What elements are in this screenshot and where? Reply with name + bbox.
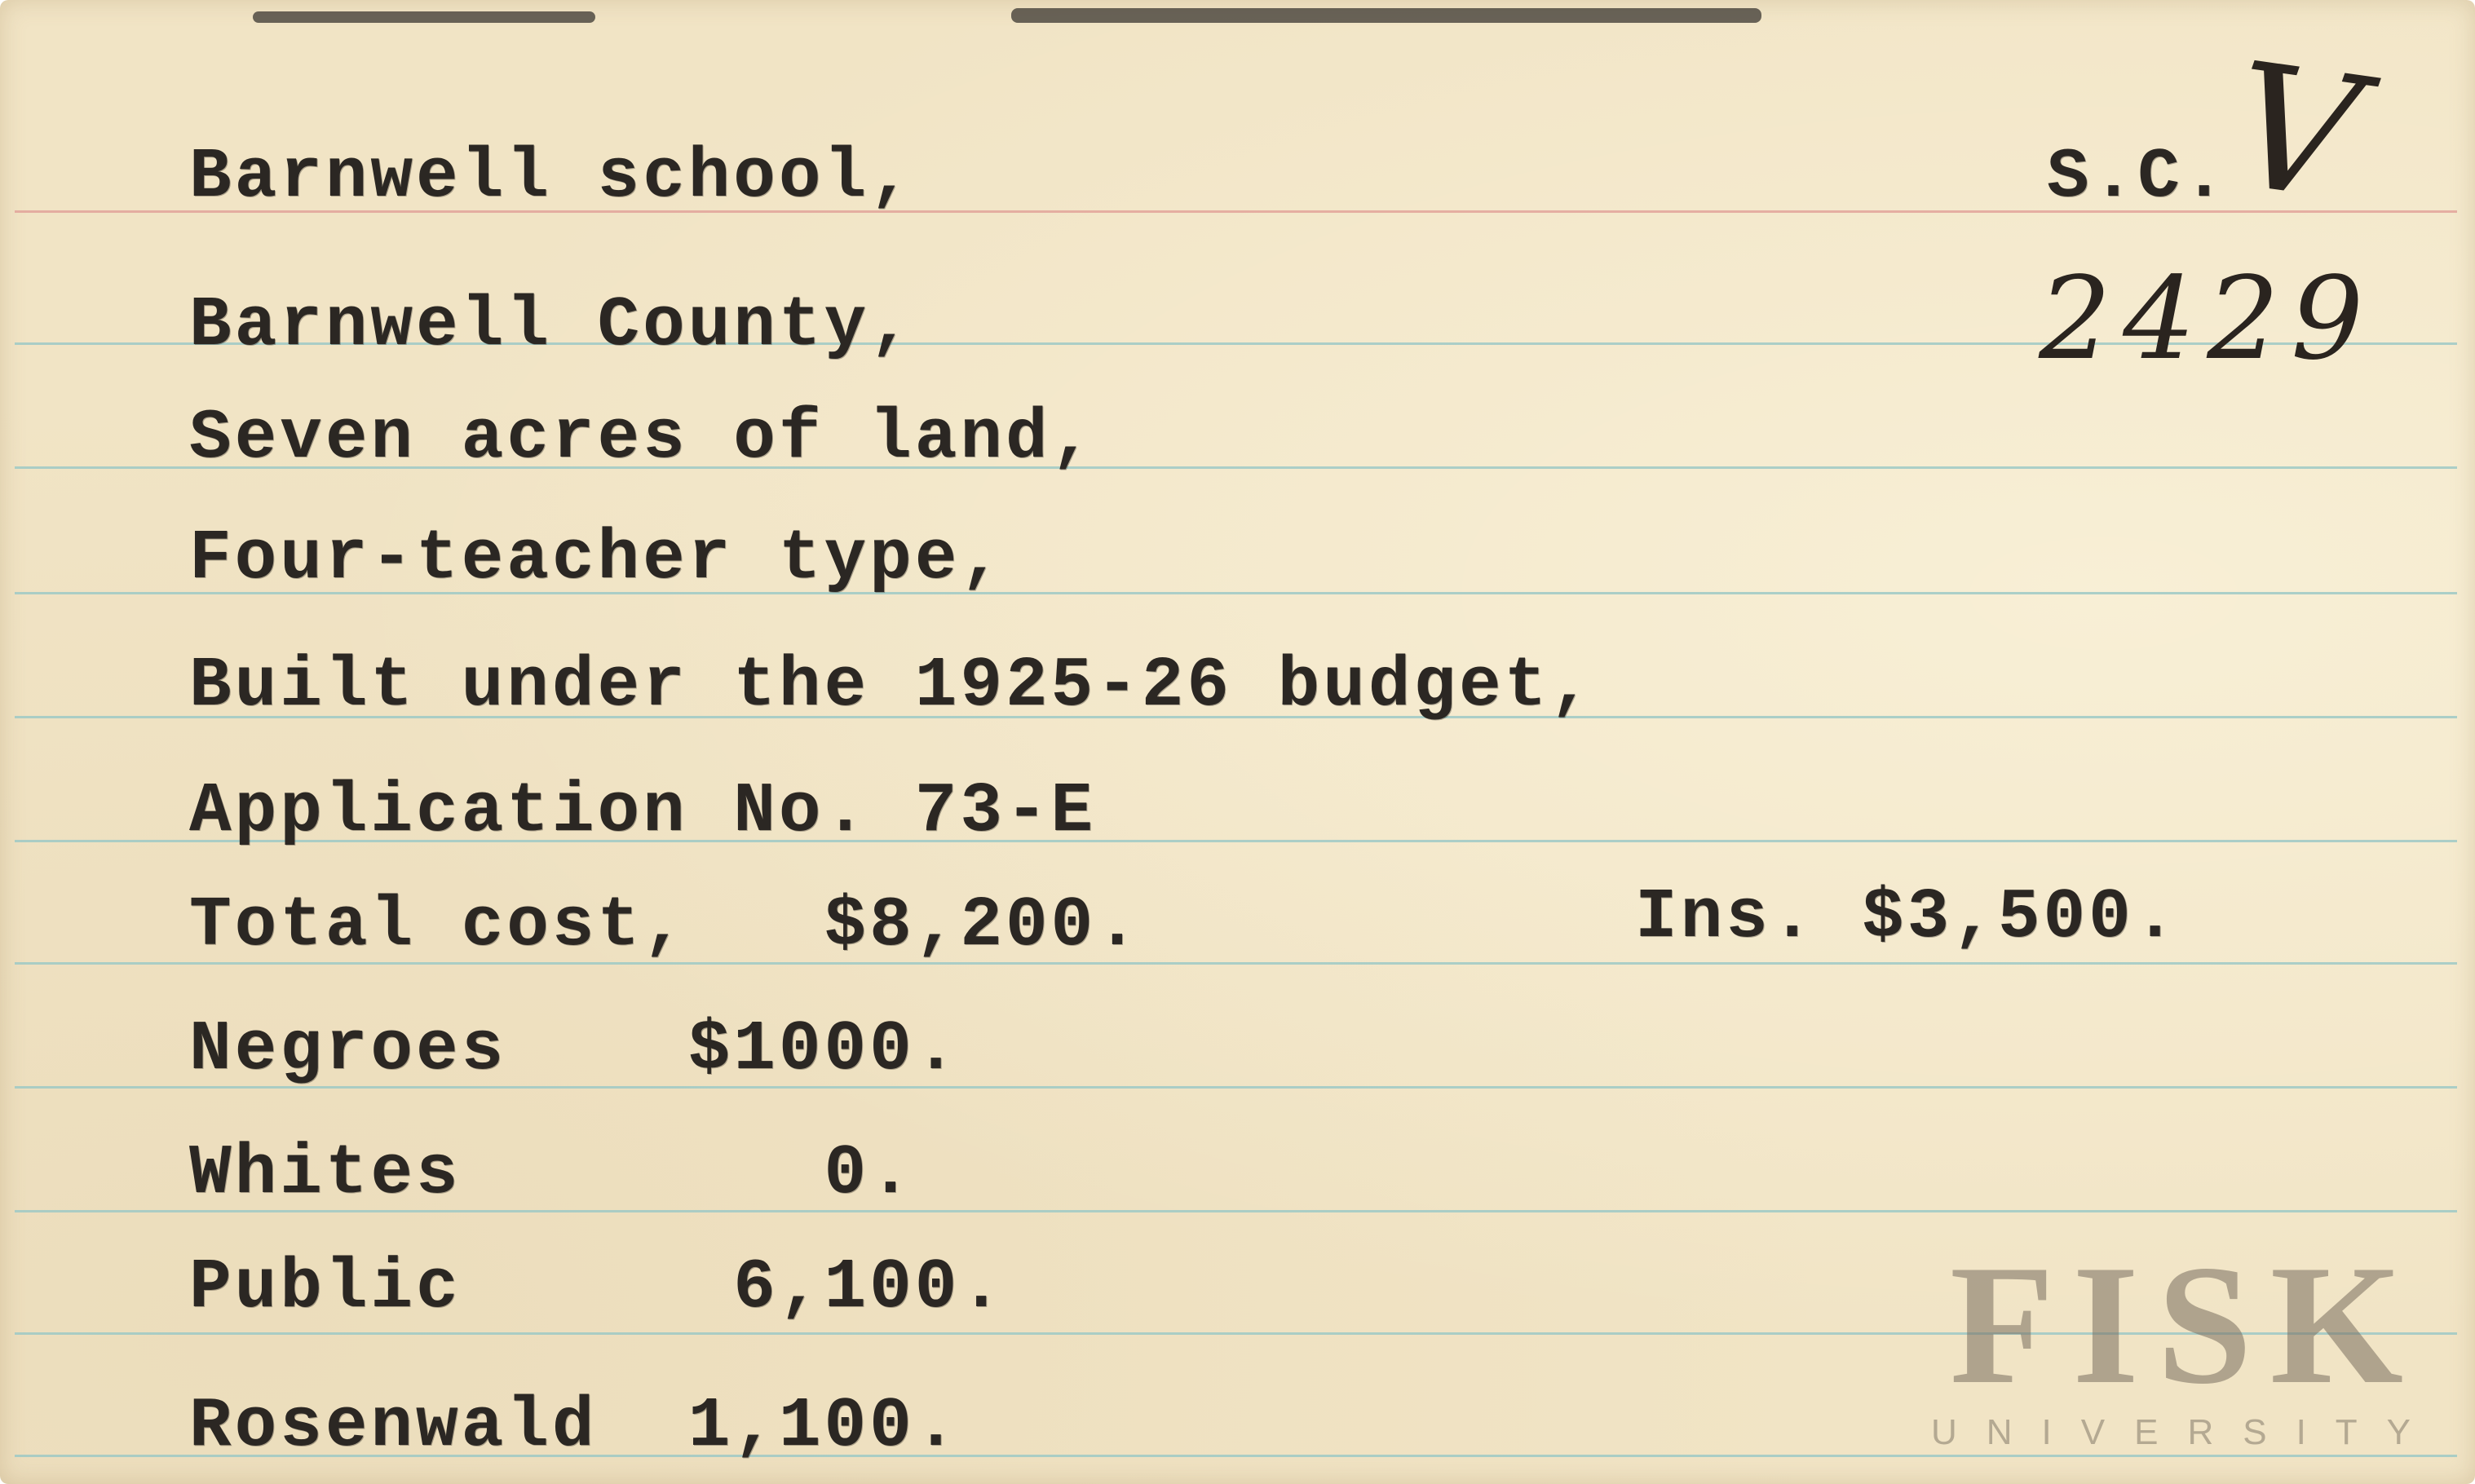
insurance-line: Ins. $3,500.	[1635, 877, 2180, 957]
public-line: Public 6,100.	[189, 1248, 1005, 1327]
budget-line: Built under the 1925-26 budget,	[189, 646, 1595, 726]
type-line: Four-teacher type,	[189, 519, 1005, 598]
logo-subtitle: UNIVERSITY	[1930, 1412, 2441, 1452]
handwritten-check-mark: V	[2221, 24, 2371, 241]
total-cost-line: Total cost, $8,200.	[189, 886, 1142, 965]
negroes-line: Negroes $1000.	[189, 1009, 961, 1089]
whites-line: Whites 0.	[189, 1133, 915, 1213]
state-label: S.C.	[2047, 137, 2229, 217]
top-edge-smudge	[1011, 8, 1761, 23]
land-line: Seven acres of land,	[189, 398, 1097, 478]
rosenwald-line: Rosenwald 1,100.	[189, 1386, 961, 1466]
logo-wordmark: FISK	[1949, 1230, 2422, 1420]
application-line: Application No. 73-E	[189, 771, 1097, 851]
top-edge-smudge	[253, 11, 595, 23]
county-line: Barnwell County,	[189, 285, 915, 365]
school-name-line: Barnwell school,	[189, 137, 915, 217]
fisk-university-logo	[1916, 1230, 2455, 1460]
handwritten-number: 2429	[2039, 253, 2376, 386]
